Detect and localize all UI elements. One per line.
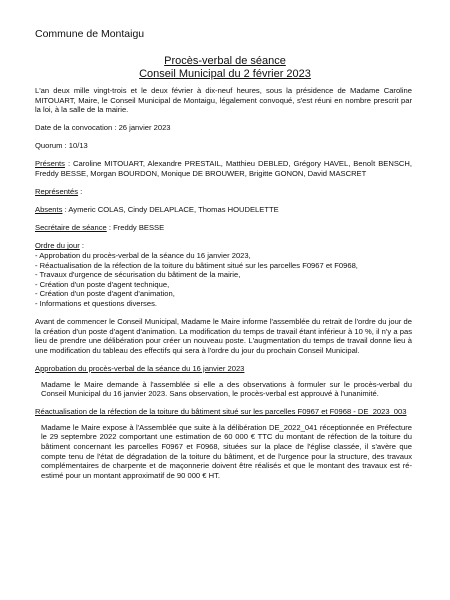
section-text-approbation: Madame le Maire demande à l'assemblée si elle a des observations à formuler sur le procès-verbal du Conseil Municipal du 16 janvier 2023. Sans observation, le procès-verbal est approuvé à l'unanimité. (41, 379, 412, 399)
agenda-item: - Création d'un poste d'agent technique, (35, 279, 170, 289)
title-line-2: Conseil Municipal du 2 février 2023 (139, 68, 311, 80)
representes-label: Représentés (35, 187, 79, 197)
document-title (35, 55, 415, 81)
agenda-heading (35, 241, 412, 251)
agenda (35, 241, 412, 308)
agenda-list (35, 251, 412, 309)
presents-list: : Caroline MITOUART, Alexandre PRESTAIL, Matthieu DEBLED, Grégory HAVEL, Benoît BENSCH, Freddy BESSE, Morgan BOURDON, Monique DE BROUWER, Brigitte GONON, David MASCRET (35, 159, 412, 179)
section-text-toiture: Madame le Maire expose à l'Assemblée que suite à la délibération DE_2022_041 réceptionnée en Préfecture le 29 septembre 2022 comportant une estimation de 60 000 € TTC du montant de réfection de la toiture du bâtiment concernant les parcelles F0967 et F0968, situées sur la place de l'église classée, il s'avère que compte tenu de l'état de dégradation de la toiture du bâtiment, et de l'urgence pour la structure, des travaux complémentaires de charpente et de maçonnerie doivent être réalisés et que le montant des travaux est ré-estimé pour un montant approximatif de 90 000 € HT. (41, 422, 412, 480)
agenda-item: - Informations et questions diverses. (35, 299, 157, 308)
title-line-1: Procès-verbal de séance (164, 55, 286, 67)
presents-paragraph (35, 159, 412, 178)
agenda-label: Ordre du jour (35, 241, 80, 251)
absents-paragraph (35, 205, 412, 215)
absents-list: : Aymeric COLAS, Cindy DELAPLACE, Thomas HOUDELETTE (62, 205, 279, 215)
absents-label: Absents (35, 205, 63, 215)
section-heading-toiture: Réactualisation de la réfection de la toiture du bâtiment situé sur les parcelles F0967 et F0968 - DE_2023_003 (35, 407, 407, 417)
representes-paragraph (35, 187, 412, 197)
intro-paragraph: L'an deux mille vingt-trois et le deux février à dix-neuf heures, sous la présidence de Madame Caroline MITOUART, Maire, le Conseil Municipal de Montaigu, légalement convoqué, s'est réuni en nombre prescrit par la loi, à la salle de la mairie. (35, 86, 412, 115)
agenda-item: - Travaux d'urgence de sécurisation du bâtiment de la mairie, (35, 270, 241, 280)
agenda-item: - Création d'un poste d'agent d'animation, (35, 289, 175, 299)
secretaire-name: : Freddy BESSE (106, 223, 165, 233)
section-heading-approbation: Approbation du procès-verbal de la séance du 16 janvier 2023 (35, 363, 245, 373)
agenda-item: - Réactualisation de la réfection de la toiture du bâtiment situé sur les parcelles F0967 et F0968, (35, 260, 358, 270)
agenda-label-suffix: : (79, 241, 84, 251)
secretaire-paragraph (35, 223, 412, 233)
agenda-item: - Approbation du procès-verbal de la séance du 16 janvier 2023, (35, 251, 251, 261)
commune-name: Commune de Montaigu (35, 28, 145, 40)
secretaire-label: Secrétaire de séance (35, 223, 107, 233)
preliminary-notice: Avant de commencer le Conseil Municipal, Madame le Maire informe l'assemblée du retrait de l'ordre du jour de la création d'un poste d'agent d'animation. La modification du temps de travail étant inférieur à 10 %, il n'y a pas lieu de prendre une délibération pour créer un nouveau poste. L'augmentation du temps de travail donne lieu à une modification du tableau des effectifs qui sera à l'ordre du jour du prochain Conseil Municipal. (35, 317, 412, 355)
convocation-date: Date de la convocation : 26 janvier 2023 (35, 123, 171, 133)
representes-list: : (78, 187, 83, 197)
quorum: Quorum : 10/13 (35, 141, 88, 151)
presents-label: Présents (35, 159, 65, 169)
document-body (35, 86, 412, 489)
